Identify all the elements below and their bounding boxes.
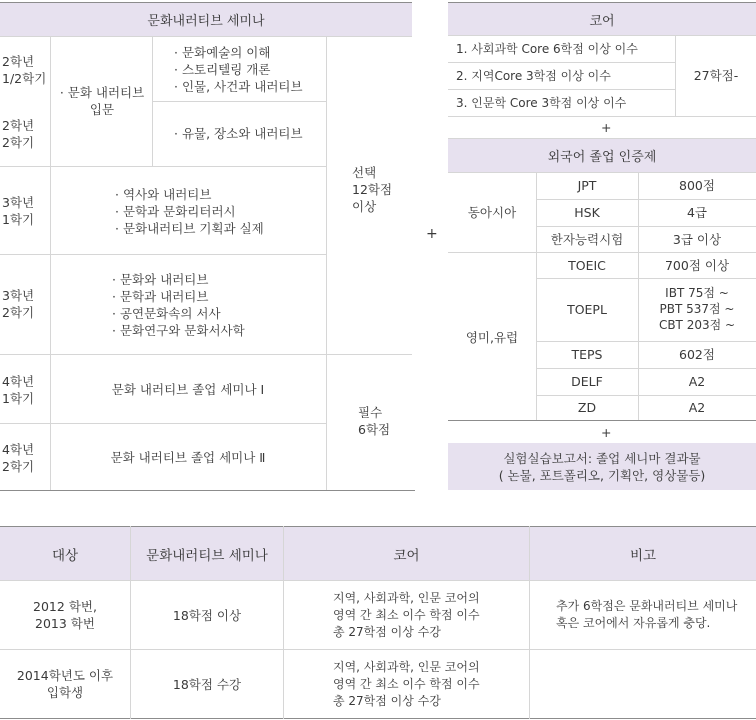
seminar-table — [0, 0, 415, 493]
core-credits: 27학점- — [693, 68, 739, 83]
summary-core: 지역, 사회과학, 인문 코어의 영역 간 최소 이수 학점 이수 총 27학점 이상 수강 — [333, 659, 480, 708]
language-score: 800점 — [679, 177, 715, 193]
intro-courses-b: · 유물, 장소와 내러티브 — [174, 125, 303, 141]
practicum-box: 실험실습보고서: 졸업 세니마 결과물 ( 논물, 포트폴리오, 기획안, 영상물등) — [448, 443, 756, 490]
summary-note — [556, 650, 756, 718]
summary-note: 추가 6학점은 문화내러티브 세미나 혹은 코어에서 자유롭게 충당. — [556, 599, 738, 630]
summary-header: 대상 — [0, 527, 130, 580]
language-table-header — [448, 139, 756, 172]
summary-target: 2014학년도 이후 입학생 — [16, 668, 114, 700]
seminar-table-title: 문화내러티브 세미나 — [147, 14, 265, 29]
language-score: A2 — [688, 400, 706, 415]
elective-credits: 선택 12학점 이상 — [352, 165, 393, 214]
language-test: ZD — [577, 400, 597, 415]
language-table — [448, 138, 756, 424]
east-asia-label: 동아시아 — [467, 204, 517, 220]
required-credits: 필수 6학점 — [358, 405, 391, 437]
language-test: 한자능력시험 — [550, 231, 624, 247]
core-table-title: 코어 — [589, 13, 615, 29]
summary-header: 코어 — [284, 527, 529, 580]
language-test: JPT — [577, 177, 597, 193]
core-item: 1. 사회과학 Core 6학점 이상 이수 — [456, 41, 638, 56]
y3s1-courses: · 역사와 내러티브 · 문학과 문화리터러시 · 문화내러티브 기획과 실제 — [115, 186, 264, 236]
y4s1-course: 문화 내러티브 졸업 세미나 Ⅰ — [111, 381, 265, 397]
language-test: HSK — [574, 204, 600, 220]
western-label: 영미,유럽 — [465, 329, 519, 345]
language-test: TOEIC — [568, 257, 606, 273]
year-label: 4학년 1학기 — [2, 374, 35, 406]
intro-courses-a: · 문화예술의 이해 · 스토리텔링 개론 · 인물, 사건과 내러티브 — [174, 44, 303, 94]
summary-header: 문화내러티브 세미나 — [131, 527, 283, 580]
language-score: A2 — [688, 373, 706, 389]
year-label: 3학년 1학기 — [2, 195, 35, 227]
y3s2-courses: · 문화와 내러티브 · 문학과 내러티브 · 공연문화속의 서사 · 문화연구와 문화서사학 — [112, 272, 245, 338]
year-label: 3학년 2학기 — [2, 288, 35, 320]
language-score: 3급 이상 — [672, 231, 722, 247]
y4s2-course: 문화 내러티브 졸업 세미나 Ⅱ — [110, 449, 266, 465]
summary-seminar: 18학점 이상 — [172, 607, 242, 623]
plus-sign: + — [601, 120, 612, 135]
core-table — [448, 0, 756, 118]
language-score: 4급 — [686, 204, 708, 220]
language-score: 700점 이상 — [664, 257, 730, 273]
language-score: IBT 75점 ~ PBT 537점 ~ CBT 203점 ~ — [658, 286, 736, 332]
plus-sign: + — [601, 425, 612, 440]
summary-target: 2012 학번, 2013 학번 — [33, 599, 97, 631]
language-test: TOEPL — [567, 301, 607, 317]
plus-sign: + — [426, 226, 438, 242]
language-test: TEPS — [571, 346, 603, 362]
core-item: 3. 인문학 Core 3학점 이상 이수 — [456, 95, 627, 110]
language-score: 602점 — [679, 346, 715, 362]
intro-label: · 문화 내러티브 입문 — [59, 85, 145, 117]
core-table-header — [448, 3, 756, 35]
language-test: DELF — [571, 373, 603, 389]
seminar-table-header — [0, 3, 412, 36]
summary-table — [0, 526, 756, 720]
language-table-title: 외국어 졸업 인증제 — [547, 150, 657, 165]
summary-header: 비고 — [530, 527, 756, 580]
year-label: 2학년 1/2학기 — [2, 54, 47, 86]
year-label: 2학년 2학기 — [2, 118, 35, 150]
core-item: 2. 지역Core 3학점 이상 이수 — [456, 68, 611, 83]
summary-core: 지역, 사회과학, 인문 코어의 영역 간 최소 이수 학점 이수 총 27학점 이상 수강 — [333, 590, 480, 639]
year-label: 4학년 2학기 — [2, 442, 35, 474]
summary-seminar: 18학점 수강 — [172, 676, 242, 692]
